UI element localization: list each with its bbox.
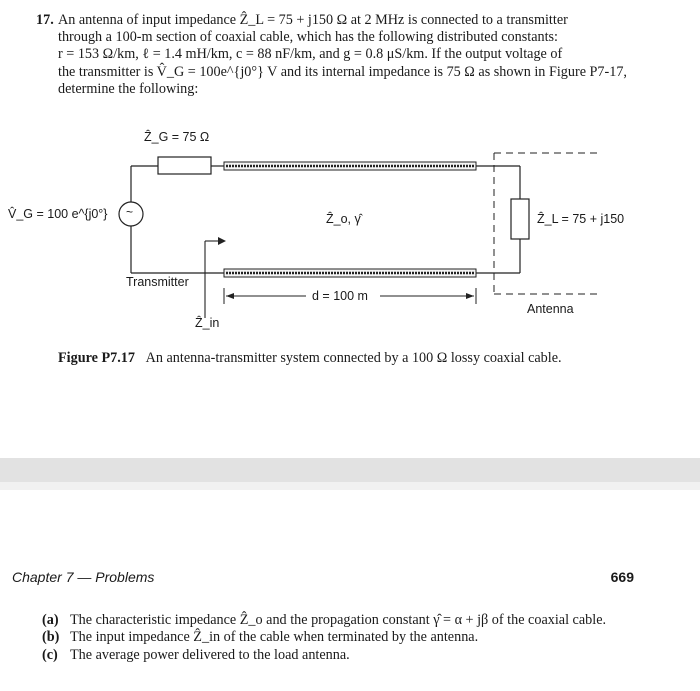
zg-resistor [158,157,211,174]
caption-text: An antenna-transmitter system connected by a 100 Ω lossy coaxial cable. [145,350,562,366]
part-c [42,647,662,664]
zin-label: Ẑ_in [195,316,220,330]
antenna-label: Antenna [527,302,574,316]
problem-line-4: the transmitter is V̂_G = 100e^{j0°} V and its internal impedance is 75 Ω as shown in Figure P7-17, [58,63,627,80]
problem-line-2: through a 100-m section of coaxial cable, which has the following distributed constants: [58,29,558,46]
part-c-text: The average power delivered to the load antenna. [70,646,350,663]
part-b-text: The input impedance Ẑ_in of the cable when terminated by the antenna. [70,629,479,646]
chapter-heading: Chapter 7 — Problems [12,569,155,585]
problem-line-3: r = 153 Ω/km, ℓ = 1.4 mH/km, c = 88 nF/km, and g = 0.8 μS/km. If the output voltage of [58,46,563,63]
line-label: Ẑ_o, γ̂ [326,212,361,226]
part-c-label: (c) [42,646,58,663]
zg-label: Ẑ_G = 75 Ω [144,130,210,144]
vg-label: V̂_G = 100 e^{j0°} [8,207,108,221]
source-symbol: ~ [126,205,134,219]
circuit-figure [0,118,700,338]
problem-17 [36,12,686,98]
part-a-label: (a) [42,612,59,628]
part-a-text: The characteristic impedance Ẑ_o and the propagation constant γ̂ = α + jβ of the coaxial cable. [70,612,607,628]
page-divider-shadow [0,482,700,490]
dim-right-arrow [466,293,474,299]
part-b-label: (b) [42,629,60,646]
dim-left-arrow [226,293,234,299]
page-number: 669 [610,569,634,585]
problem-number: 17. [36,12,54,28]
figure-caption [58,350,658,367]
problem-line-5: determine the following: [58,80,199,97]
circuit-diagram [0,118,700,338]
caption-label: Figure P7.17 [58,350,135,366]
zin-arrow-head [218,237,226,245]
part-b [42,629,662,646]
d-label: d = 100 m [312,289,368,303]
problem-parts [42,612,662,664]
problem-line-1: An antenna of input impedance Ẑ_L = 75 + j150 Ω at 2 MHz is connected to a transmitter [58,12,568,28]
page-divider [0,458,700,482]
part-a [42,612,662,629]
transmitter-label: Transmitter [126,275,189,289]
zl-label: Ẑ_L = 75 + j150 [537,212,625,226]
zl-resistor [511,199,529,239]
